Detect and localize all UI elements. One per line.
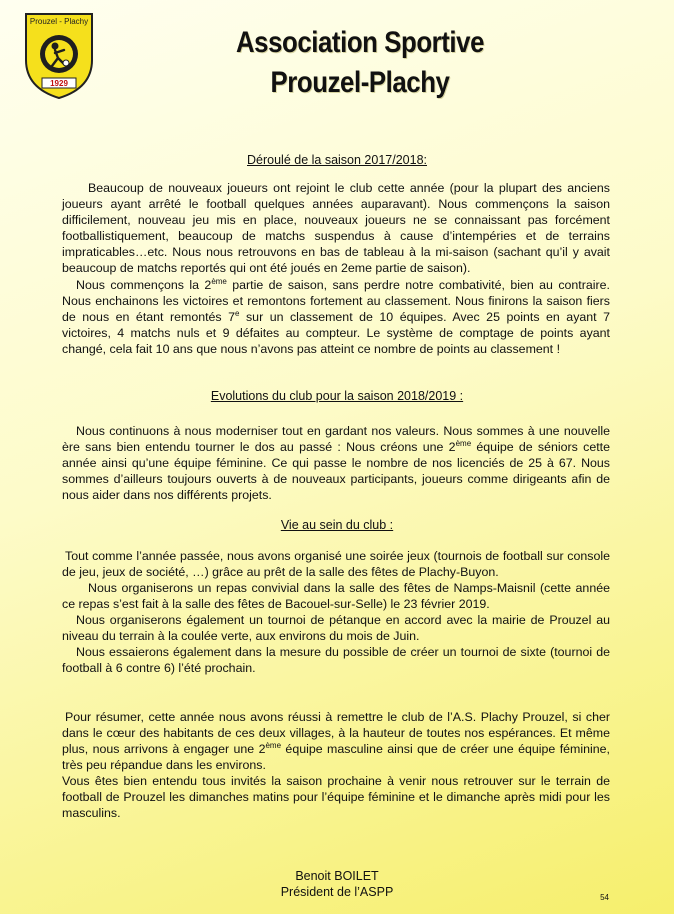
section-heading-club-life: Vie au sein du club : [280, 518, 394, 532]
section-heading-season-2017: Déroulé de la saison 2017/2018: [247, 153, 427, 167]
paragraph-game-night: Tout comme l’année passée, nous avons organisé une soirée jeux (tournois de football sur console de jeu, jeux de société, …) grâce au prêt de la salle des fêtes de Plachy-Buyon. [62, 549, 610, 580]
club-logo [22, 10, 96, 100]
logo-text-top: Prouzel - Plachy [29, 17, 89, 26]
paragraph-season-second-half: Nous commençons la 2ème partie de saison, sans perdre notre combativité, bien au contraire. Nous enchainons les victoires et remontons fortement au classement. Nous finirons la saison fiers de nous en étant remontés 7e sur un classement de 10 équipes. Avec 25 points en ayant 7 victoires, 4 matchs nuls et 9 défaites au compteur. Le système de comptage de points ayant changé, cela fait 10 ans que nous n’avons pas atteint ce nombre de points au classement ! [62, 276, 610, 357]
page-number: 54 [600, 893, 609, 902]
paragraph-petanque: Nous organiserons également un tournoi de pétanque en accord avec la mairie de Prouzel au niveau du terrain à la coulée verte, aux environs du mois de Juin. [62, 613, 610, 644]
section-heading-evolutions: Evolutions du club pour la saison 2018/2019 : [210, 389, 464, 403]
title-line-2: Prouzel-Plachy [270, 66, 450, 99]
paragraph-dinner: Nous organiserons un repas convivial dans la salle des fêtes de Namps-Maisnil (cette année ce repas s’est fait à la salle des fêtes de Bacouel-sur-Selle) le 23 février 2019. [62, 581, 610, 612]
paragraph-season-start: Beaucoup de nouveaux joueurs ont rejoint le club cette année (pour la plupart des anciens joueurs ayant arrêté le football quelques années auparavant). Nous commençons la saison difficilement, nouveau jeu mis en place, nouveaux joueurs ne se connaissant pas forcément footballistiquement, beaucoup de matchs suspendus à cause d’intempéries et de terrains impraticables…etc. Nous nous retrouvons en bas de tableau à la mi-saison (sachant qu’il y avait beaucoup de matchs reportés qui ont été joués en 2eme partie de saison). [62, 181, 610, 276]
signature-name: Benoit BOILET [295, 869, 379, 883]
paragraph-invitation: Vous êtes bien entendu tous invités la saison prochaine à venir nous retrouver sur le terrain de football de Prouzel les dimanches matins pour l’équipe féminine et le dimanche après midi pour les masculins. [62, 774, 610, 821]
paragraph-sixte: Nous essaierons également dans la mesure du possible de créer un tournoi de sixte (tournoi de football à 6 contre 6) l’été prochain. [62, 645, 610, 676]
logo-year: 1929 [50, 79, 68, 88]
paragraph-evolutions: Nous continuons à nous moderniser tout en gardant nos valeurs. Nous sommes à une nouvelle ère sans bien entendu tourner le dos au passé : Nous créons une 2ème équipe de séniors cette année ainsi qu’une équipe féminine. Ce qui passe le nombre de nos licenciés de 25 à 67. Nous sommes d’ailleurs toujours ouverts à de nouveaux participants, joueurs comme dirigeants afin de nous aider dans nos différents projets. [62, 424, 610, 503]
title-line-1: Association Sportive [235, 26, 485, 59]
paragraph-summary: Pour résumer, cette année nous avons réussi à remettre le club de l’A.S. Plachy Prouzel, si cher dans le cœur des habitants de ces deux villages, à la hauteur de toutes nos espérances. Et même plus, nous arrivons à engager une 2ème équipe masculine ainsi que de créer une équipe féminine, très peu répandue dans les environs. [62, 710, 610, 773]
signature-role: Président de l’ASPP [280, 885, 394, 899]
